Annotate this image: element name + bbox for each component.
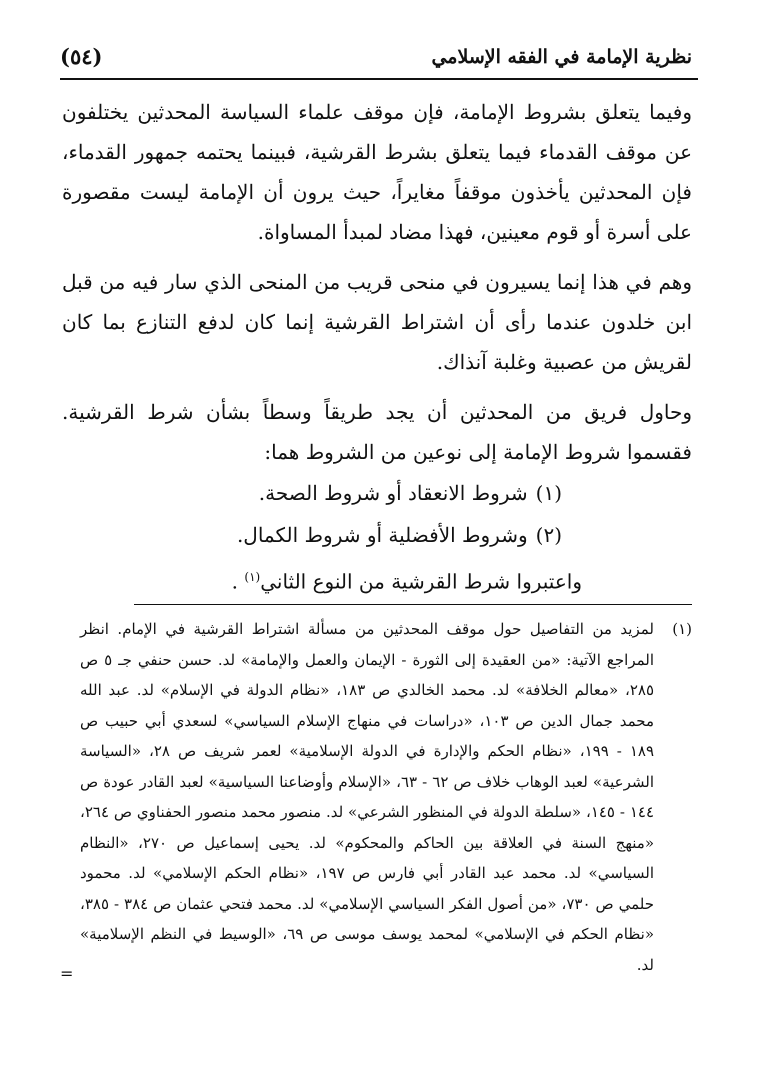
closing-line-text: واعتبروا شرط القرشية من النوع الثاني — [260, 569, 582, 594]
paragraph-2: وهم في هذا إنما يسيرون في منحى قريب من المنحى الذي سار فيه من قبل ابن خلدون عندما رأى أن اشتراط القرشية إنما كان لدفع التنازع بما كان لقريش من عصبية وغلبة آنذاك. — [62, 270, 692, 374]
continuation-mark: = — [60, 964, 74, 983]
list-item — [62, 514, 692, 556]
list-item-number: (٢) — [535, 523, 562, 547]
header-divider — [60, 78, 698, 80]
footnote-divider — [134, 604, 692, 605]
footnote — [80, 614, 692, 980]
paragraph-1: وفيما يتعلق بشروط الإمامة، فإن موقف علماء السياسة المحدثين يختلفون عن موقف القدماء فيما يتعلق بشرط القرشية، فبينما يحتمه جمهور القدماء، فإن المحدثين يأخذون موقفاً مغايراً، حيث يرون أن الإمامة ليست مقصورة على أسرة أو قوم معينين، فهذا مضاد لمبدأ المساواة. — [62, 100, 692, 244]
running-title: نظرية الإمامة في الفقه الإسلامي — [431, 46, 692, 68]
paragraph-3: وحاول فريق من المحدثين أن يجد طريقاً وسطاً بشأن شرط القرشية. فقسموا شروط الإمامة إلى نوعين من الشروط هما: — [62, 400, 692, 464]
footnote-text: لمزيد من التفاصيل حول موقف المحدثين من مسألة اشتراط القرشية في الإمام. انظر المراجع الآتية: «من العقيدة إلى الثورة - الإيمان والعمل والإمامة» لد. حسن حنفي جـ ٥ ص ٢٨٥، «معالم الخلافة» لد. محمد الخالدي ص ١٨٣، «نظام الدولة في الإسلام» لد. عبد الله محمد جمال الدين ص ١٠٣، «دراسات في منهاج الإسلام السياسي» لسعدي أبي حبيب ص ١٨٩ - ١٩٩، «نظام الحكم والإدارة في الدولة الإسلامية» لعمر شريف ص ٢٨، «السياسة الشرعية» لعبد الوهاب خلاف ص ٦٢ - ٦٣، «الإسلام وأوضاعنا السياسية» لعبد القادر عودة ص ١٤٤ - ١٤٥، «سلطة الدولة في المنظور الشرعي» لد. منصور محمد منصور الحفناوي ص ٢٦٤، «منهج السنة في العلاقة بين الحاكم والمحكوم» لد. يحيى إسماعيل ص ٢٧٠، «النظام السياسي» لد. محمد عبد القادر أبي فارس ص ١٩٧، «نظام الحكم الإسلامي» لد. محمود حلمي ص ٧٣٠، «من أصول الفكر السياسي الإسلامي» لد. محمد فتحي عثمان ص ٣٨٤ - ٣٨٥، «نظام الحكم في الإسلامي» لمحمد يوسف موسى ص ٦٩، «الوسيط في النظم الإسلامية» لد. — [80, 620, 655, 974]
closing-line — [62, 556, 692, 603]
list-item-text: وشروط الأفضلية أو شروط الكمال. — [236, 523, 528, 547]
footnote-marker: (١) — [672, 620, 692, 638]
closing-line-period: . — [231, 569, 245, 594]
main-text — [62, 92, 692, 603]
running-header — [60, 40, 692, 80]
list-item — [62, 472, 692, 514]
page-number: (٥٤) — [60, 44, 103, 69]
list-item-text: شروط الانعقاد أو شروط الصحة. — [258, 481, 528, 505]
list-item-number: (١) — [535, 481, 562, 505]
footnote-reference[interactable]: (١) — [244, 570, 261, 584]
